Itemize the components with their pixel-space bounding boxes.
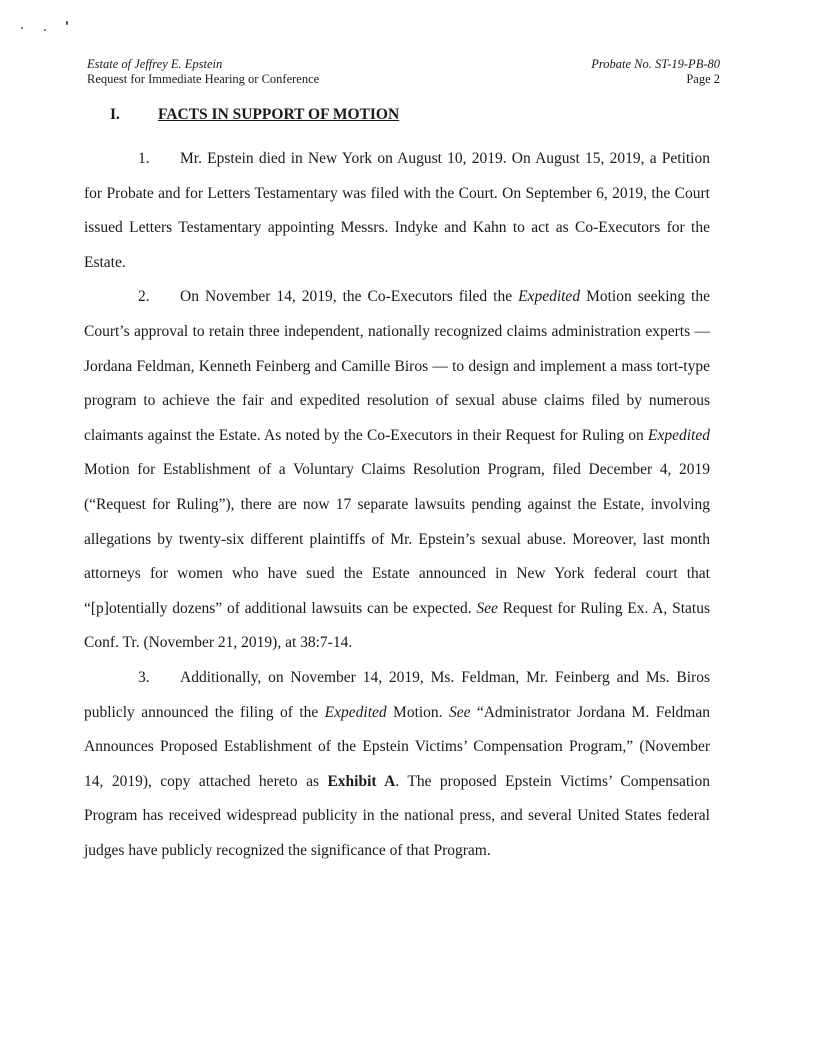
paragraph-text: Motion. xyxy=(386,703,449,721)
header-right xyxy=(591,57,720,87)
emphasis-text: Expedited xyxy=(518,288,581,306)
exhibit-reference: Exhibit A xyxy=(327,772,396,790)
probate-number: Probate No. ST-19-PB-80 xyxy=(591,57,720,71)
paragraph-2 xyxy=(84,280,710,661)
paragraph-text: “Administrator Jordana M. Feldman Announces Proposed Establishment of the Epstein Victims’ Compensation Program,” (November 14, 2019), copy attached hereto as xyxy=(84,703,710,790)
paragraph-text: On November 14, 2019, the Co-Executors filed the xyxy=(180,288,519,306)
paragraph-1 xyxy=(84,142,710,280)
paragraph-number: 2. xyxy=(138,288,150,306)
section-heading xyxy=(110,105,399,125)
paragraph-text: Motion for Establishment of a Voluntary Claims Resolution Program, filed December 4, 2019 (“Request for Ruling”), there are now 17 separate lawsuits pending against the Estate, involving allegations by twenty-six different plaintiffs of Mr. Epstein’s sexual abuse. Moreover, last month attorneys for women who have sued the Estate announced in New York federal court that “[p]otentially dozens” of additional lawsuits can be expected. xyxy=(84,461,710,617)
paragraph-number: 3. xyxy=(138,668,150,686)
paragraph-text: Request for Ruling Ex. A, Status Conf. Tr. (November 21, 2019), at 38:7-14. xyxy=(84,599,710,652)
scan-speck xyxy=(21,27,23,29)
document-body xyxy=(84,142,710,868)
case-title: Estate of Jeffrey E. Epstein xyxy=(87,57,223,71)
document-title: Request for Immediate Hearing or Conference xyxy=(87,72,320,86)
section-number: I. xyxy=(110,106,120,123)
emphasis-text: See xyxy=(448,703,471,721)
section-title: FACTS IN SUPPORT OF MOTION xyxy=(158,106,400,123)
paragraph-3 xyxy=(84,661,710,869)
paragraph-text: Mr. Epstein died in New York on August 10, 2019. On August 15, 2019, a Petition for Probate and for Letters Testamentary was filed with the Court. On September 6, 2019, the Court issued Letters Testamentary appointing Messrs. Indyke and Kahn to act as Co-Executors for the Estate. xyxy=(84,150,710,271)
emphasis-text: Expedited xyxy=(648,426,710,444)
scan-speck xyxy=(44,29,46,31)
paragraph-text: Additionally, on November 14, 2019, Ms. Feldman, Mr. Feinberg and Ms. Biros publicly announced the filing of the xyxy=(84,668,710,721)
paragraph-text: Motion seeking the Court’s approval to retain three independent, nationally recognized claims administration experts — Jordana Feldman, Kenneth Feinberg and Camille Biros — to design and implement a mass tort-type program to achieve the fair and expedited resolution of sexual abuse claims filed by numerous claimants against the Estate. As noted by the Co-Executors in their Request for Ruling on xyxy=(84,288,710,444)
page-number: Page 2 xyxy=(686,72,720,86)
scan-speck xyxy=(66,21,68,25)
paragraph-text: . The proposed Epstein Victims’ Compensation Program has received widespread publicity in the national press, and several United States federal judges have publicly recognized the significance of that Program. xyxy=(84,772,710,859)
emphasis-text: Expedited xyxy=(324,703,387,721)
paragraph-number: 1. xyxy=(138,150,150,167)
header-left xyxy=(87,57,319,87)
emphasis-text: See xyxy=(476,599,498,617)
